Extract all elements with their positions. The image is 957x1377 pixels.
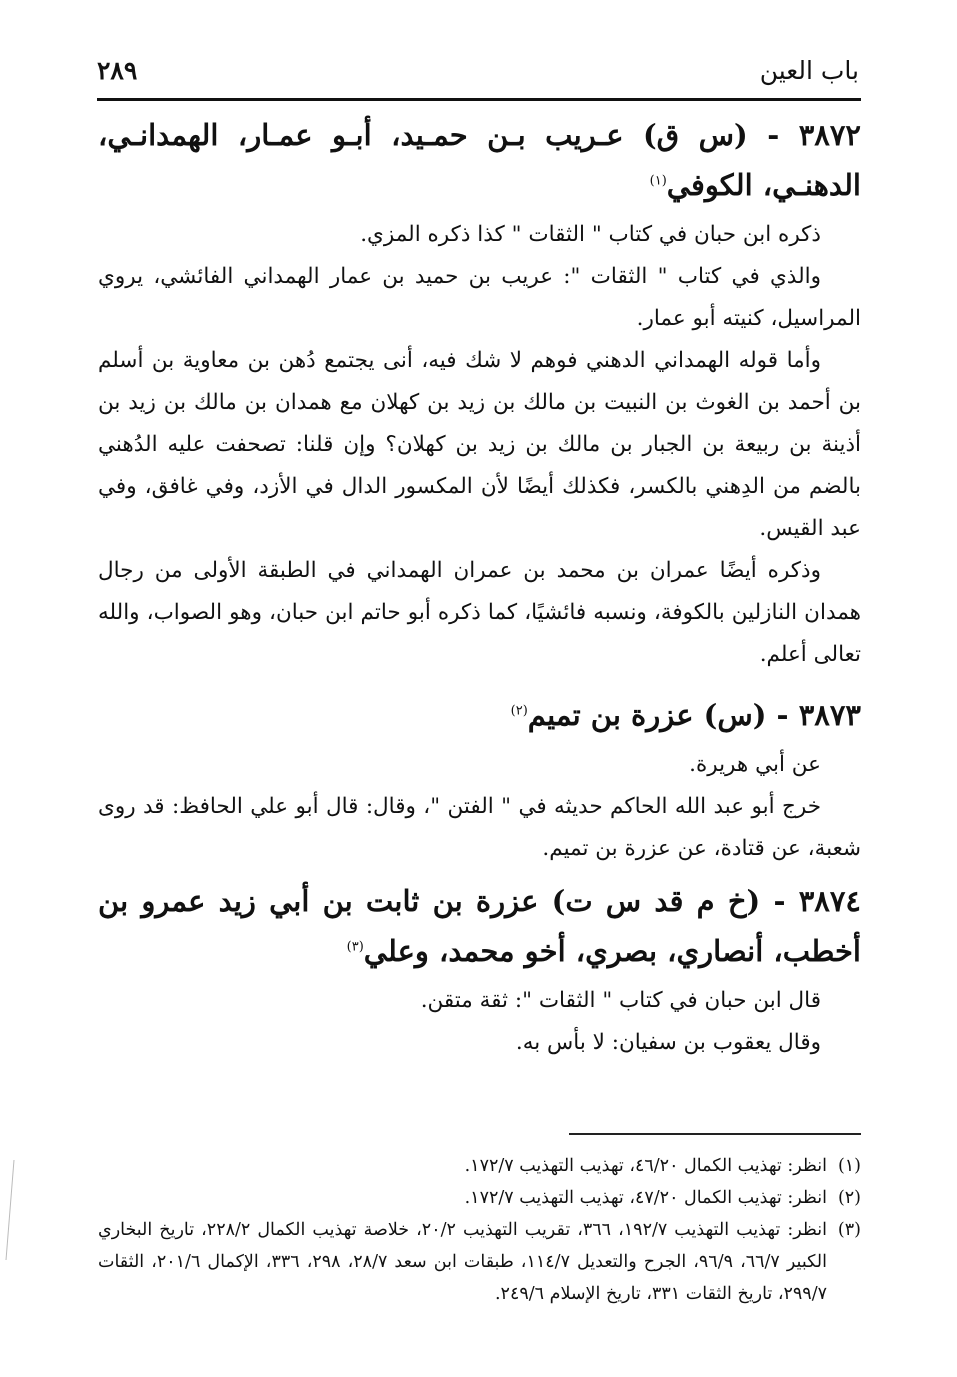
entry-title-3874 xyxy=(98,876,861,976)
entry-paragraph: وقال يعقوب بن سفيان: لا بأس به. xyxy=(515,1030,821,1055)
footnote-ref[interactable]: (١) xyxy=(649,173,667,189)
footnote-text: انظر: تهذيب الكمال ٤٧/٢٠، تهذيب التهذيب ١٧٢/٧. xyxy=(464,1188,827,1208)
entry-paragraph: والذي في كتاب " الثقات ": عريب بن حميد بن عمار الهمداني الفائشي، يروي المراسيل، كنيته أبو عمار. xyxy=(98,264,861,331)
margin-pencil-mark xyxy=(0,1150,20,1270)
entry-title-text: ٣٨٧٣ - (س) عزرة بن تميم xyxy=(527,698,861,732)
entry-paragraph: ذكره ابن حبان في كتاب " الثقات " كذا ذكره المزي. xyxy=(360,222,821,247)
footnote-number: (٢) xyxy=(837,1188,861,1208)
entry-title-3872 xyxy=(98,110,861,210)
footnotes xyxy=(98,1150,861,1310)
footnote-2 xyxy=(98,1182,861,1214)
entry-title-3873 xyxy=(98,690,861,740)
footnote-ref[interactable]: (٣) xyxy=(346,939,364,955)
entry-paragraph: عن أبي هريرة. xyxy=(689,752,821,777)
footnote-3 xyxy=(98,1214,861,1310)
footnote-number: (٣) xyxy=(837,1220,861,1240)
entry-paragraph: وذكره أيضًا عمران بن محمد بن عمران الهمداني في الطبقة الأولى من رجال همدان النازلين بالكوفة، ونسبه فائشيًا، كما ذكره أبو حاتم ابن حبان، وهو الصواب، والله تعالى أعلم. xyxy=(98,558,862,667)
footnote-text: انظر: تهذيب الكمال ٤٦/٢٠، تهذيب التهذيب ١٧٢/٧. xyxy=(464,1156,827,1176)
entry-title-text: ٣٨٧٤ - (خ م قد س ت) عزرة بن ثابت بن أبي زيد عمرو بن أخطب، أنصاري، بصري، أخو محمد، وعلي xyxy=(98,884,861,968)
entry-paragraph: قال ابن حبان في كتاب " الثقات ": ثقة متقن. xyxy=(420,988,821,1013)
running-title: باب العين xyxy=(759,56,859,85)
footnote-text: انظر: تهذيب التهذيب ١٩٢/٧، ٣٦٦، تقريب التهذيب ٢٠/٢، خلاصة تهذيب الكمال ٢٢٨/٢، تاريخ البخاري الكبير ٦٦/٧، ٩٦/٩، الجرح والتعديل ١١٤/٧، طبقات ابن سعد ٢٨/٧، ٢٩٨، ٣٣٦، الإكمال ٢٠١/٦، الثقات ٢٩٩/٧، تاريخ الثقات ٣٣١، تاريخ الإسلام ٢٤٩/٦. xyxy=(98,1220,827,1304)
entry-paragraph: خرج أبو عبد الله الحاكم حديثه في " الفتن "، وقال: قال أبو علي الحافظ: قد روى شعبة، عن قتادة، عن عزرة بن تميم. xyxy=(98,794,861,861)
footnote-number: (١) xyxy=(837,1156,861,1176)
footnote-1 xyxy=(98,1150,861,1182)
entry-title-text: ٣٨٧٢ - (س ق) عـريب بـن حمـيد، أبـو عمـار، الهمدانـي، الدهنـي، الكوفي xyxy=(98,118,861,202)
entry-paragraph: وأما قوله الهمداني الدهني فوهم لا شك فيه، أنى يجتمع دُهن بن معاوية بن أسلم بن أحمد بن الغوث بن النبيت بن مالك بن زيد بن كهلان مع همدان بن مالك بن زيد بن أذينة بن ربيعة بن الجبار بن مالك بن زيد بن كهلان؟ وإن قلنا: تصحفت عليه الدُهني بالضم من الدِهني بالكسر، فكذلك أيضًا لأن المكسور الدال في الأزد، وفي غافق، وفي عبد القيس. xyxy=(98,348,861,541)
footnote-ref[interactable]: (٢) xyxy=(510,703,528,719)
main-text xyxy=(98,110,861,1064)
footnote-rule xyxy=(569,1133,861,1135)
page-number: ٢٨٩ xyxy=(97,56,138,85)
header-rule xyxy=(97,98,861,101)
